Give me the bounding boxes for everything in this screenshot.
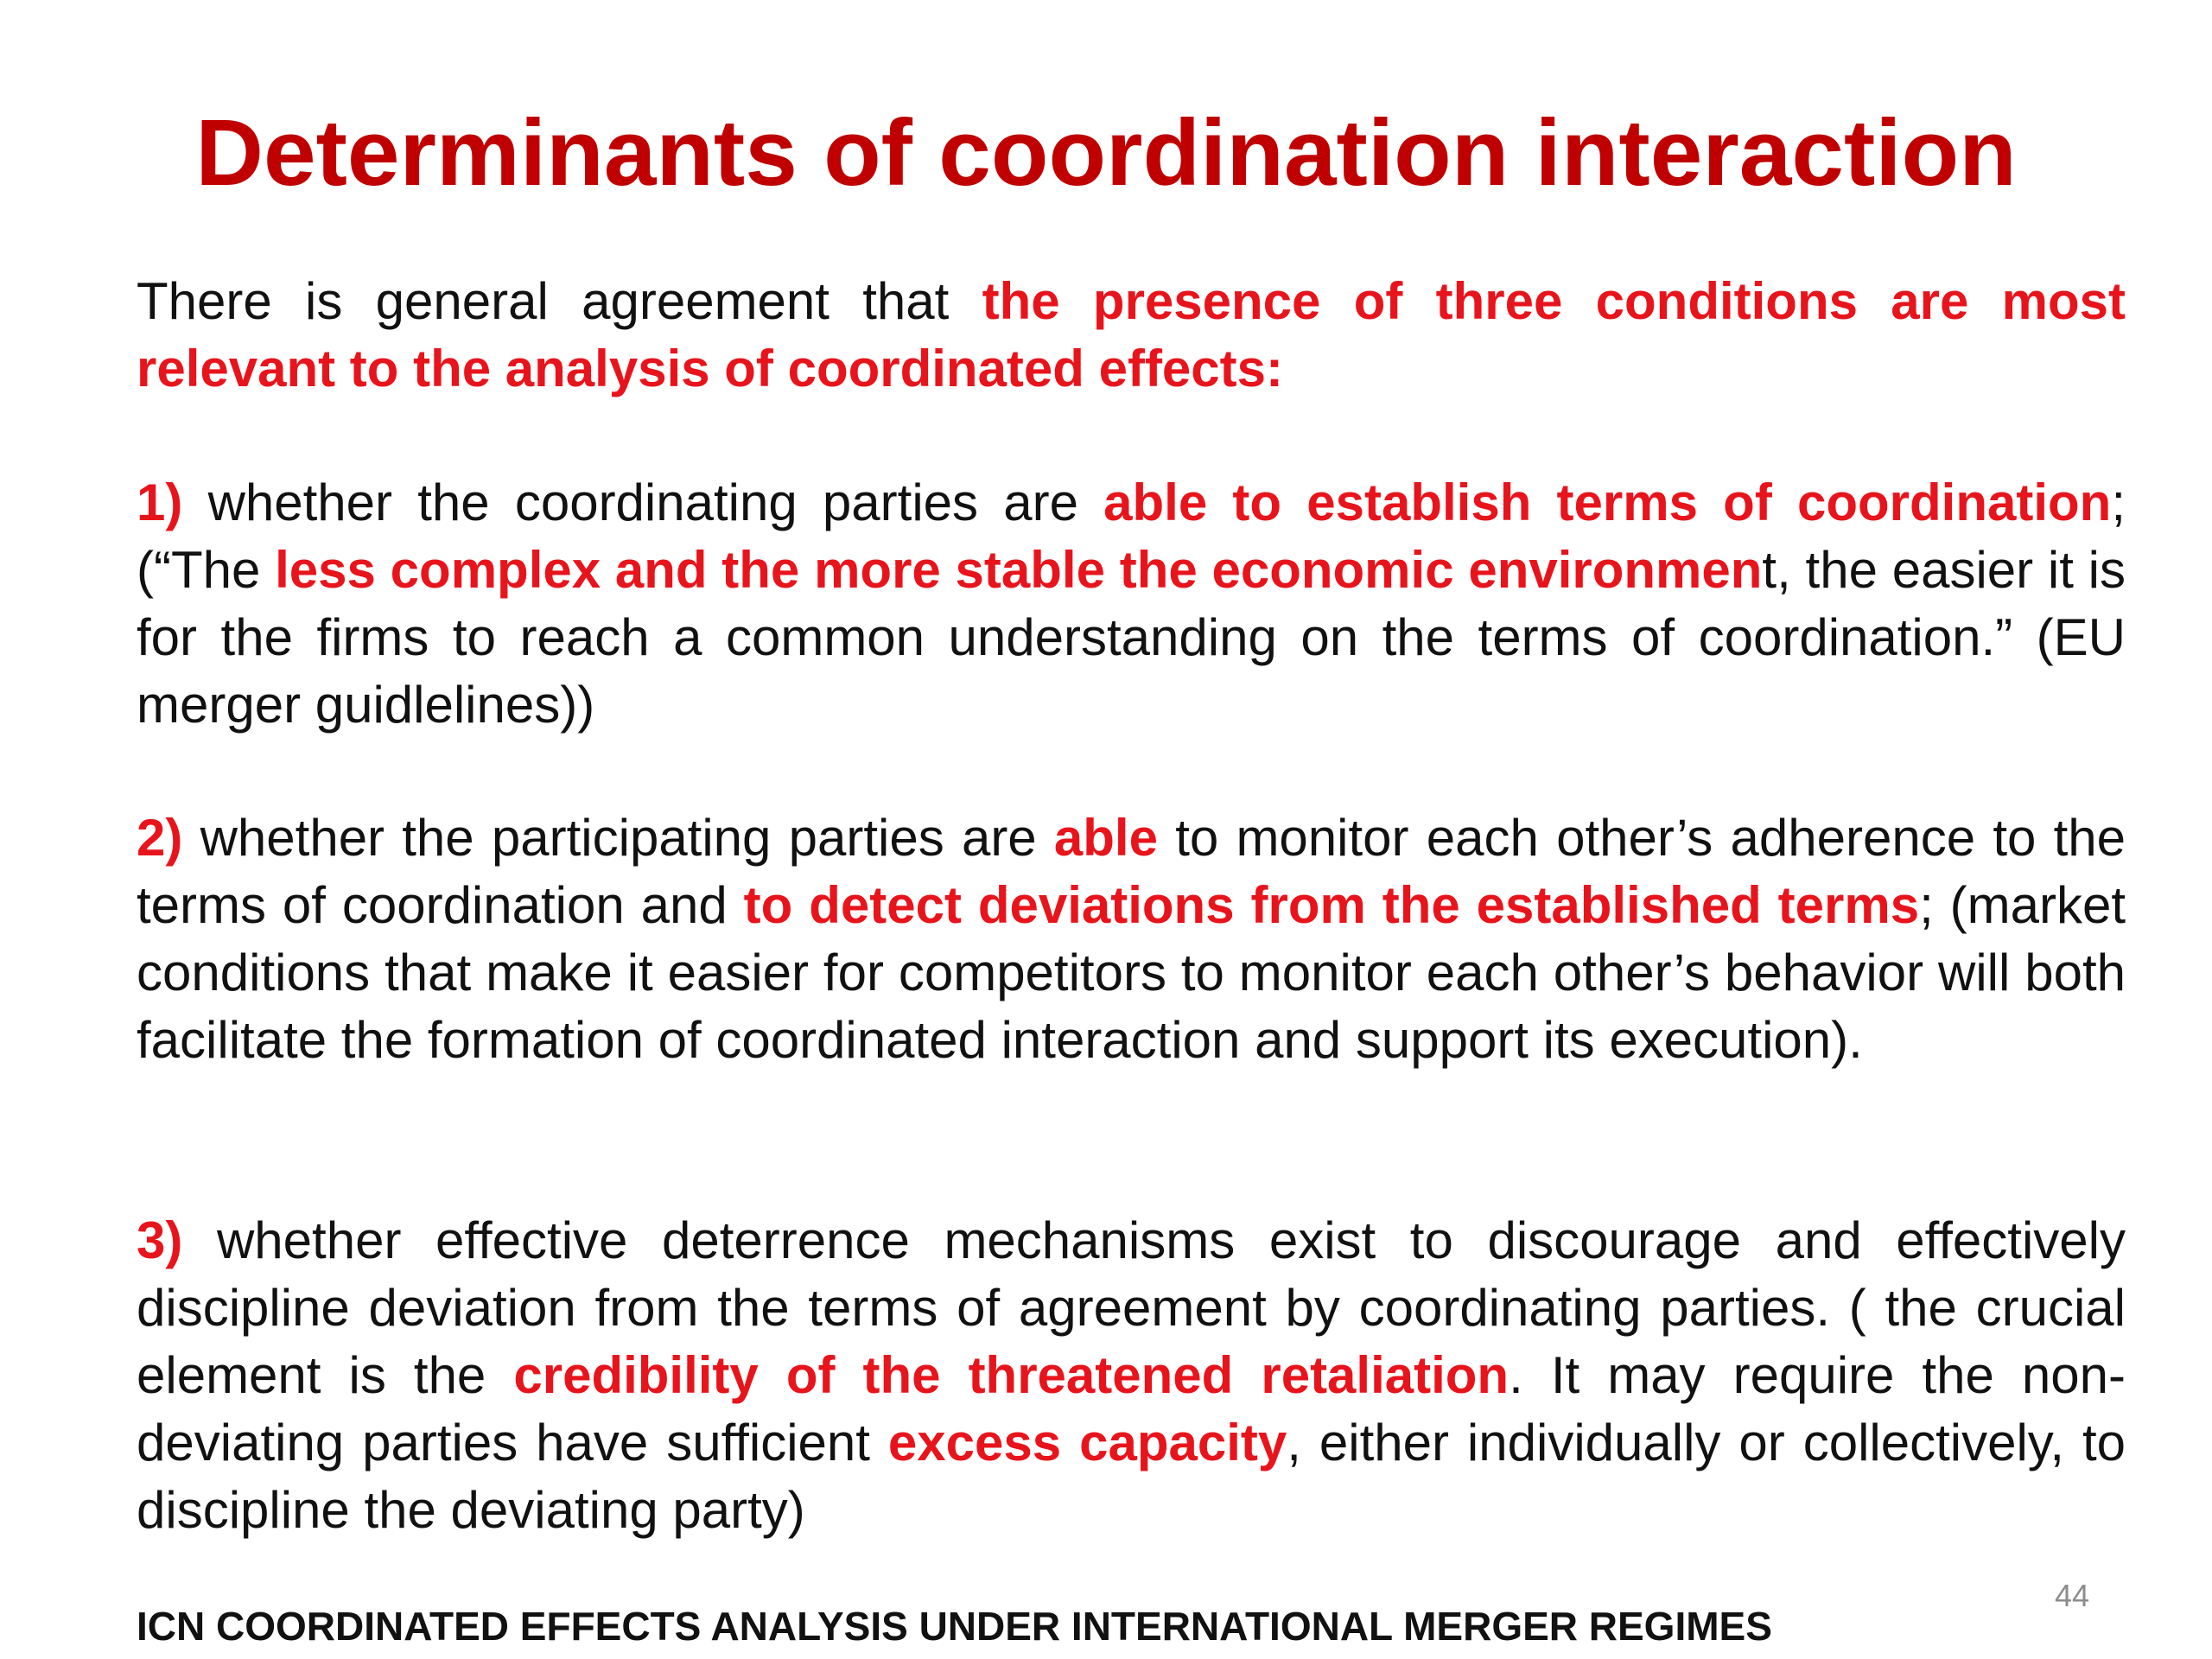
condition-2-text-2: to monitor each other’s adherence to the terms of coordination and [137,809,2126,934]
condition-2-highlight-2: to detect deviations from the established terms [743,876,1920,934]
condition-1-text-1: whether the coordinating parties are [182,474,1104,531]
footer-source: ICN COORDINATED EFFECTS ANALYSIS UNDER INTERNATIONAL MERGER REGIMES [137,1604,1772,1649]
condition-2-number: 2) [137,809,183,867]
intro-highlight: the presence of three conditions are most relevant to the analysis of coordinated effects: [137,272,2126,397]
condition-1-highlight-2: less complex and the more stable the economic environmen [275,541,1763,599]
condition-3-paragraph [137,1207,2126,1544]
slide-title: Determinants of coordination interaction [195,100,2017,206]
condition-3-number: 3) [137,1211,183,1269]
condition-3-highlight-2: excess capacity [887,1414,1287,1471]
page-number: 44 [2054,1578,2089,1613]
condition-1-text-2: ; (“The [137,474,2126,599]
condition-1-number: 1) [137,474,183,531]
condition-3-text-2: . It may require the non-deviating parties have sufficient [137,1346,2126,1471]
condition-3-highlight-1: credibility of the threatened retaliation [513,1346,1510,1404]
intro-paragraph [137,268,2126,403]
condition-3-text-3: , either individually or collectively, to discipline the deviating party) [137,1414,2126,1539]
condition-1-text-3: t, the easier it is for the firms to reach a common understanding on the terms of coordination.” (EU merger guidlelines)) [137,541,2126,734]
condition-2-paragraph [137,804,2126,1074]
condition-2-text-1: whether the participating parties are [182,809,1054,867]
condition-3-text-1: whether effective deterrence mechanisms exist to discourage and effectively discipline deviation from the terms of agreement by coordinating parties. ( the crucial element is the [137,1211,2126,1404]
condition-2-highlight-1: able [1053,809,1158,867]
condition-2-text-3: ; (market conditions that make it easier for competitors to monitor each other’s behavior will both facilitate the formation of coordinated interaction and support its execution). [137,876,2126,1069]
condition-1-paragraph [137,469,2126,739]
condition-1-highlight-1: able to establish terms of coordination [1103,474,2112,531]
intro-text: There is general agreement that [137,272,982,330]
